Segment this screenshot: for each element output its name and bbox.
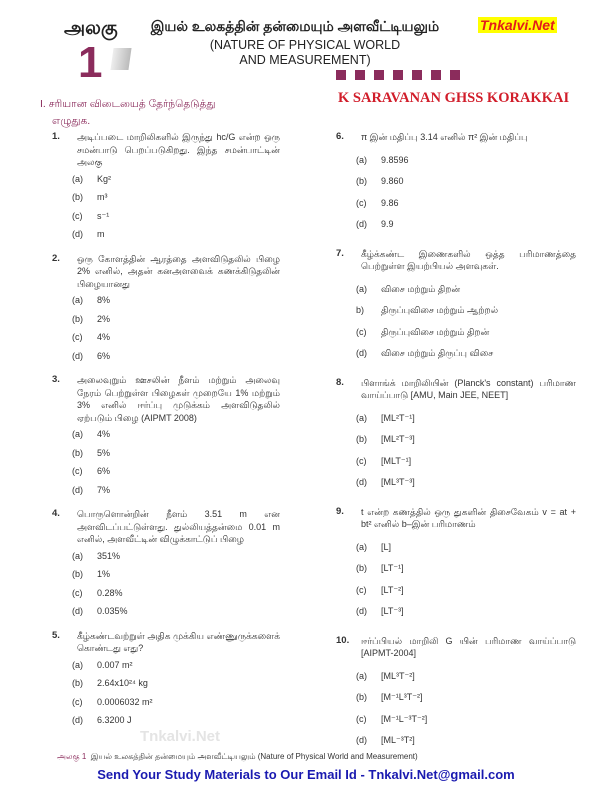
option-row [356,304,576,326]
option-label: (c) [72,466,83,476]
option-value: [ML²T⁻¹] [381,412,415,423]
option-label: b) [356,305,365,315]
question-item [52,630,280,733]
option-value: திருப்புவிசை மற்றும் ஆற்றல் [381,305,499,315]
question-text: π இன் மதிப்பு 3.14 எனில் π² இன் மதிப்பு [361,132,528,142]
question-number: 10. [336,634,350,646]
option-value: 9.86 [381,197,399,208]
option-row [356,562,576,584]
question-item [52,374,280,502]
option-value: [LT⁻²] [381,584,404,595]
option-value: 9.860 [381,176,404,186]
option-value: 1% [97,569,111,579]
option-row [72,313,280,332]
option-list [72,294,280,368]
question-number: 5. [52,629,60,641]
option-label: (a) [72,659,83,670]
option-label: (b) [72,678,83,688]
question-number: 4. [52,508,60,519]
option-label: (d) [356,477,367,487]
watermark: Tnkalvi.Net [140,728,221,745]
question-number: 2. [52,252,60,264]
option-label: (d) [356,606,367,616]
option-value: [ML³T⁻²] [381,670,415,681]
option-row [72,331,280,350]
option-label: (a) [356,283,367,294]
question-item [336,377,576,498]
option-label: (b) [72,192,83,202]
option-value: m [97,229,105,239]
title-english: (NATURE OF PHYSICAL WORLD AND MEASUREMENT) [209,38,401,67]
option-row [356,412,576,434]
section-heading-line1: I. சரியான விடையைத் தேர்ந்தெடுத்து [40,98,216,110]
option-value: s⁻¹ [97,210,110,221]
option-row [356,326,576,348]
option-row [356,175,576,197]
option-row [72,191,280,210]
question-item [52,508,280,624]
option-list [72,428,280,502]
option-label: (d) [72,606,83,616]
option-label: (d) [356,219,367,229]
brand-logo: Tnkalvi.Net [480,17,555,33]
option-label: (b) [356,434,367,444]
option-row [356,218,576,240]
option-row [72,550,280,569]
option-label: (b) [356,692,367,702]
option-row [72,659,280,678]
option-label: (b) [356,563,367,573]
option-row [72,294,280,313]
question-item [52,131,280,247]
option-label: (d) [356,735,367,745]
option-label: (d) [356,348,367,358]
question-text: கீழ்கண்டவற்றுள் அதிக முக்கிய எண்ணுருக்களைக் கொண்டது எது? [77,630,280,653]
option-value: 6% [97,350,111,361]
option-row [72,605,280,624]
option-value: [LT⁻¹] [381,563,404,573]
option-list [356,412,576,498]
option-label: (a) [72,295,83,305]
option-row [72,350,280,369]
option-value: 6.3200 J [97,715,132,725]
question-text: t என்ற கணத்தில் ஒரு துகளின் திசைவேகம் v = at + bt² எனில் b–இன் பரிமாணம் [361,506,576,529]
decorative-squares [336,70,460,80]
question-text: ஒரு கோளத்தின் ஆரத்தை அளவிடுதலில் பிழை 2% எனில், அதன் கனஅளவைக் கணக்கிடுதலின் பிழையானது [77,253,280,289]
option-value: 0.0006032 m² [97,696,153,707]
option-value: 4% [97,332,111,342]
option-list [356,541,576,627]
question-column-right [336,131,576,764]
option-value: [MLT⁻¹] [381,455,412,466]
option-row [356,670,576,692]
option-list [356,283,576,369]
option-label: (c) [356,713,367,724]
option-row [72,173,280,192]
option-value: 0.035% [97,606,128,616]
unit-label: அலகு [64,18,118,39]
option-row [72,696,280,715]
question-number: 6. [336,131,344,142]
option-row [72,465,280,484]
option-value: 6% [97,466,111,476]
option-value: 9.9 [381,219,394,229]
option-list [72,659,280,733]
question-text: பொருளொன்றின் நீளம் 3.51 m என அளவிடப்பட்டுள்ளது. துல்லியத்தன்மை 0.01 m எனில், அளவீட்டின் விழுக்காட்டுப் பிழை [77,509,280,544]
question-header [52,253,280,291]
option-row [356,605,576,627]
footer-chapter [57,752,418,762]
option-value: 0.007 m² [97,659,133,670]
option-label: (d) [72,350,83,361]
question-header [52,131,280,169]
option-value: m³ [97,192,108,202]
option-list [356,670,576,756]
option-label: (c) [356,197,367,208]
option-value: 9.8596 [381,154,409,165]
option-value: [M⁻¹L³T⁻²] [381,692,423,702]
question-text: பிளாங்க் மாறிலியின் (Planck's constant) பரிமாண வாய்ப்பாடு [AMU, Main JEE, NEET] [361,377,576,400]
option-label: (d) [72,229,83,239]
footer-unit: அலகு 1 [57,752,87,761]
option-label: (a) [356,541,367,552]
question-header [52,508,280,546]
question-header [336,131,576,144]
option-value: 4% [97,429,111,439]
option-row [356,154,576,176]
option-value: விசை மற்றும் திறன் [381,283,461,294]
option-label: (d) [72,715,83,725]
option-row [72,447,280,466]
option-value: 0.28% [97,587,123,598]
option-row [356,584,576,606]
option-row [356,541,576,563]
question-item [336,248,576,369]
option-label: (b) [356,176,367,186]
unit-number: 1 [78,38,103,87]
option-row [72,228,280,247]
question-header [52,630,280,655]
option-label: (a) [72,550,83,561]
title-tamil: இயல் உலகத்தின் தன்மையும் அளவீட்டியலும் [150,18,440,34]
question-text: ஈர்ப்பியல் மாறிலி G யின் பரிமாண வாய்ப்பாடு [AIPMT-2004] [361,635,576,658]
option-row [356,433,576,455]
question-text: அடிப்படை மாறிலிகளில் இருந்து hc/G என்ற ஒரு சமன்பாடு பெறப்படுகிறது. இந்த சமன்பாட்டின் அலகு [77,132,280,167]
option-row [356,691,576,713]
option-row [72,210,280,229]
option-row [72,428,280,447]
option-row [356,197,576,219]
question-item [336,131,576,240]
option-label: (b) [72,313,83,324]
option-label: (c) [356,584,367,595]
option-label: (b) [72,447,83,458]
option-row [72,484,280,503]
option-row [356,347,576,369]
option-value: 8% [97,295,111,305]
option-label: (a) [72,173,83,184]
option-list [72,173,280,247]
footer-chapter-title: இயல் உலகத்தின் தன்மையும் அளவீட்டியலும் (Nature of Physical World and Measurement) [90,752,418,761]
option-label: (a) [72,429,83,439]
section-heading-line2: எழுதுக. [52,115,91,127]
option-value: [ML⁻³T²] [381,735,415,745]
option-label: (c) [72,332,83,342]
option-label: (a) [356,670,367,681]
author-name: K SARAVANAN GHSS KORAKKAI [338,90,570,106]
option-value: [LT⁻³] [381,606,404,616]
option-label: (a) [356,412,367,423]
option-label: (c) [72,696,83,707]
option-value: 2% [97,313,111,324]
question-header [52,374,280,424]
decorative-shape [110,48,131,70]
option-label: (c) [72,210,83,221]
option-list [356,154,576,240]
question-number: 7. [336,247,344,259]
footer-email: Send Your Study Materials to Our Email Id - Tnkalvi.Net@gmail.com [97,767,515,782]
option-row [356,455,576,477]
question-number: 9. [336,505,344,517]
option-value: Kg² [97,173,112,184]
option-value: [ML³T⁻³] [381,477,415,487]
option-value: [L] [381,541,392,552]
option-label: (a) [356,154,367,165]
question-item [336,506,576,627]
question-column-left [52,131,280,739]
option-label: (c) [72,587,83,598]
question-item [52,253,280,369]
question-text: அலைவுறும் ஊசலின் நீளம் மற்றும் அலைவு நேரம் பெற்றுள்ள பிழைகள் முறையே 1% மற்றும் 3% எனில் ஈர்ப்பு முடுக்கம் அளவிடுதலில் ஏற்படும் பிழை (AIPMT 2008) [77,375,280,423]
question-header [336,506,576,531]
question-header [336,248,576,273]
option-row [356,476,576,498]
question-header [336,377,576,402]
option-row [72,677,280,696]
question-header [336,635,576,660]
option-label: (b) [72,569,83,579]
option-label: (d) [72,484,83,495]
option-value: 351% [97,550,121,561]
option-value: 2.64x10²⁴ kg [97,678,148,688]
option-label: (c) [356,326,367,337]
question-number: 3. [52,374,60,385]
option-label: (c) [356,455,367,466]
section-heading [40,96,270,130]
option-value: திருப்புவிசை மற்றும் திறன் [381,326,490,337]
option-value: 5% [97,447,111,458]
option-value: விசை மற்றும் திருப்பு விசை [381,348,494,358]
question-number: 8. [336,376,344,388]
question-text: கீழ்க்கண்ட இணைகளில் ஒத்த பரிமாணத்தை பெற்றுள்ள இயற்பியல் அளவுகள். [361,248,576,271]
option-row [356,283,576,305]
option-value: [M⁻¹L⁻³T⁻²] [381,713,428,724]
option-row [356,713,576,735]
option-row [72,568,280,587]
option-list [72,550,280,624]
question-number: 1. [52,131,60,142]
option-value: 7% [97,484,111,495]
option-value: [ML²T⁻³] [381,434,415,444]
option-row [72,587,280,606]
question-item [336,635,576,756]
